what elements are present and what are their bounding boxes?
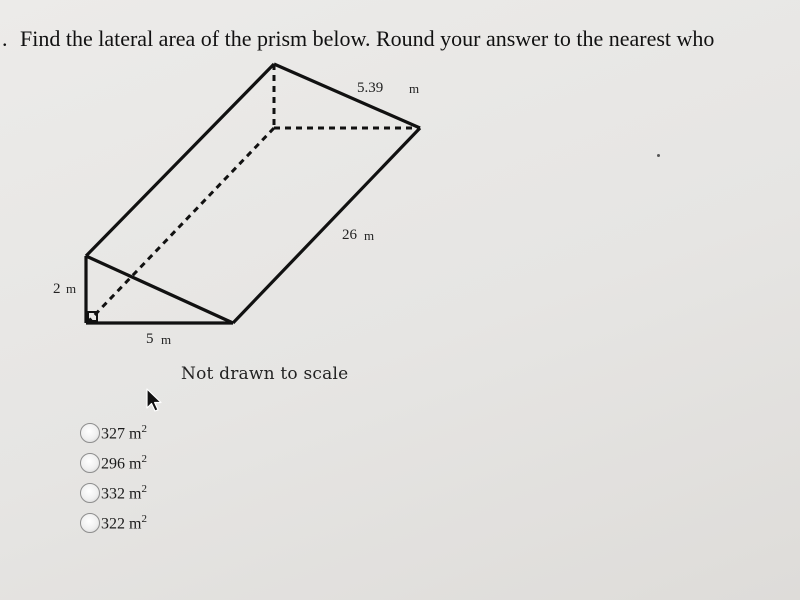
choice-option[interactable] (80, 478, 147, 508)
length-unit: m (364, 228, 375, 243)
bottom-long-edge (233, 128, 420, 323)
back-hypotenuse-edge (274, 64, 420, 128)
choice-label (101, 513, 147, 533)
choice-label (101, 423, 147, 443)
choice-value: 327 m (101, 425, 142, 443)
radio-button[interactable] (80, 483, 100, 503)
choice-label (101, 483, 147, 503)
choice-exponent: 2 (141, 512, 147, 525)
scale-note: Not drawn to scale (181, 364, 349, 384)
height-value: 2 (53, 281, 61, 297)
answer-choices (80, 418, 147, 538)
front-hypotenuse-edge (86, 256, 233, 323)
choice-value: 296 m (101, 455, 142, 473)
base-unit: m (161, 332, 172, 347)
top-edge-unit: m (409, 81, 420, 96)
question-text: Find the lateral area of the prism below. Round your answer to the nearest who (20, 26, 715, 51)
choice-value: 332 m (101, 485, 142, 503)
choice-option[interactable] (80, 448, 147, 478)
radio-button[interactable] (80, 423, 100, 443)
length-value: 26 (342, 227, 357, 243)
radio-button[interactable] (80, 513, 100, 533)
choice-exponent: 2 (141, 482, 147, 495)
mouse-cursor-icon (146, 388, 164, 414)
choice-option[interactable] (80, 508, 147, 538)
speck (657, 154, 660, 157)
choice-value: 322 m (101, 515, 142, 533)
choice-label (101, 453, 147, 473)
base-value: 5 (146, 331, 154, 347)
radio-button[interactable] (80, 453, 100, 473)
choice-option[interactable] (80, 418, 147, 448)
height-unit: m (66, 281, 77, 296)
top-edge-value: 5.39 (357, 80, 384, 96)
question-number: . (2, 26, 8, 51)
choice-exponent: 2 (141, 422, 147, 435)
choice-exponent: 2 (141, 452, 147, 465)
